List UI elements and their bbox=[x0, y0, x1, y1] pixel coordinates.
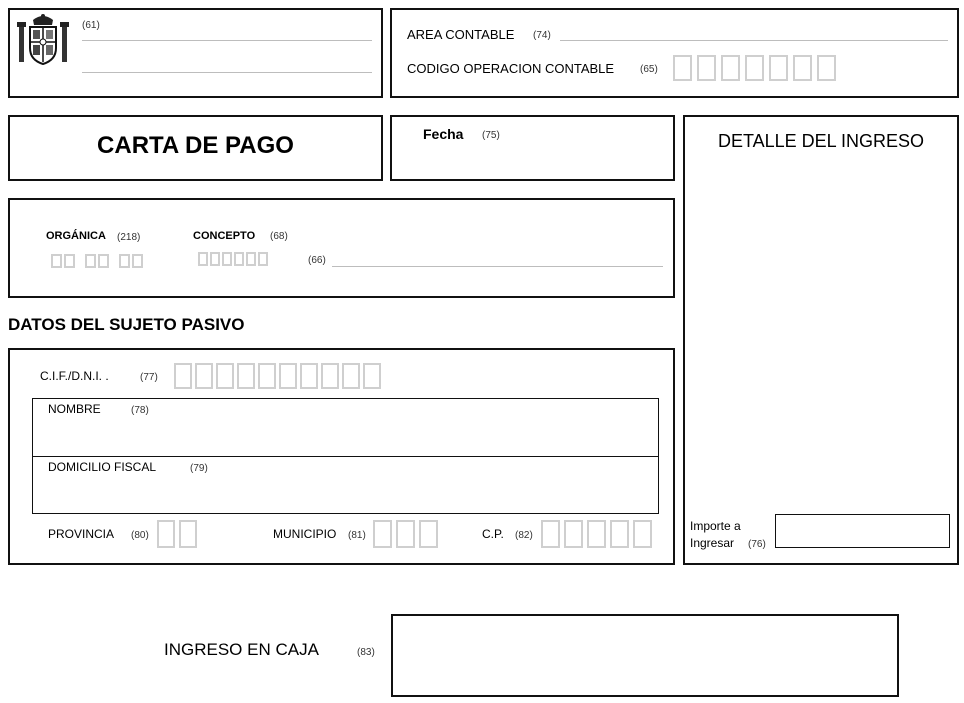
nombre-label: NOMBRE bbox=[48, 402, 101, 416]
digit-cell[interactable] bbox=[817, 55, 836, 81]
field-61-line-2[interactable] bbox=[82, 72, 372, 73]
digit-cell[interactable] bbox=[234, 252, 244, 266]
area-contable-line[interactable] bbox=[560, 40, 948, 41]
digit-cell[interactable] bbox=[396, 520, 415, 548]
field-61-line-1[interactable] bbox=[82, 40, 372, 41]
nombre-ref: (78) bbox=[131, 405, 149, 416]
codigo-operacion-ref: (65) bbox=[640, 64, 658, 75]
digit-cell[interactable] bbox=[342, 363, 360, 389]
domicilio-ref: (79) bbox=[190, 463, 208, 474]
descripcion-ref: (66) bbox=[308, 255, 326, 266]
digit-cell[interactable] bbox=[51, 254, 62, 268]
digit-cell[interactable] bbox=[98, 254, 109, 268]
organica-ref: (218) bbox=[117, 232, 141, 243]
cif-cells[interactable] bbox=[174, 363, 384, 389]
digit-cell[interactable] bbox=[85, 254, 96, 268]
digit-cell[interactable] bbox=[673, 55, 692, 81]
digit-cell[interactable] bbox=[610, 520, 629, 548]
concepto-cells[interactable] bbox=[198, 252, 270, 266]
codigo-operacion-cells[interactable] bbox=[673, 55, 841, 81]
digit-cell[interactable] bbox=[363, 363, 381, 389]
digit-cell[interactable] bbox=[237, 363, 255, 389]
importe-input[interactable] bbox=[775, 514, 950, 548]
digit-cell[interactable] bbox=[279, 363, 297, 389]
organica-cells[interactable] bbox=[51, 254, 145, 268]
provincia-ref: (80) bbox=[131, 530, 149, 541]
digit-cell[interactable] bbox=[419, 520, 438, 548]
area-contable-label: AREA CONTABLE bbox=[407, 27, 515, 42]
domicilio-label: DOMICILIO FISCAL bbox=[48, 460, 157, 474]
cif-label: C.I.F./D.N.I. . bbox=[40, 369, 109, 383]
digit-cell[interactable] bbox=[745, 55, 764, 81]
digit-cell[interactable] bbox=[564, 520, 583, 548]
concepto-label: CONCEPTO bbox=[193, 230, 256, 242]
sujeto-section-title: DATOS DEL SUJETO PASIVO bbox=[8, 315, 245, 334]
digit-cell[interactable] bbox=[587, 520, 606, 548]
fecha-ref: (75) bbox=[482, 130, 500, 141]
digit-cell[interactable] bbox=[216, 363, 234, 389]
cp-cells[interactable] bbox=[541, 520, 657, 548]
digit-cell[interactable] bbox=[373, 520, 392, 548]
detalle-ingreso-title: DETALLE DEL INGRESO bbox=[717, 131, 925, 151]
municipio-cells[interactable] bbox=[373, 520, 443, 548]
digit-cell[interactable] bbox=[132, 254, 143, 268]
ingreso-caja-label: INGRESO EN CAJA bbox=[164, 640, 319, 659]
digit-cell[interactable] bbox=[721, 55, 740, 81]
importe-label-line1: Importe a bbox=[690, 519, 741, 533]
digit-cell[interactable] bbox=[64, 254, 75, 268]
provincia-label: PROVINCIA bbox=[48, 527, 115, 541]
digit-cell[interactable] bbox=[179, 520, 197, 548]
municipio-label: MUNICIPIO bbox=[273, 527, 337, 541]
provincia-cells[interactable] bbox=[157, 520, 202, 548]
ingreso-caja-box[interactable] bbox=[391, 614, 899, 697]
digit-cell[interactable] bbox=[321, 363, 339, 389]
organica-box bbox=[8, 198, 675, 298]
digit-cell[interactable] bbox=[198, 252, 208, 266]
digit-cell[interactable] bbox=[258, 363, 276, 389]
digit-cell[interactable] bbox=[300, 363, 318, 389]
cif-ref: (77) bbox=[140, 372, 158, 383]
cp-label: C.P. bbox=[482, 527, 504, 541]
area-contable-box bbox=[390, 8, 959, 98]
nombre-field[interactable] bbox=[32, 398, 659, 457]
cp-ref: (82) bbox=[515, 530, 533, 541]
digit-cell[interactable] bbox=[633, 520, 652, 548]
organica-label: ORGÁNICA bbox=[46, 230, 106, 242]
digit-cell[interactable] bbox=[246, 252, 256, 266]
digit-cell[interactable] bbox=[793, 55, 812, 81]
fecha-label: Fecha bbox=[423, 126, 464, 142]
digit-cell[interactable] bbox=[697, 55, 716, 81]
fecha-box[interactable] bbox=[390, 115, 675, 181]
digit-cell[interactable] bbox=[195, 363, 213, 389]
detalle-ingreso-box bbox=[683, 115, 959, 565]
municipio-ref: (81) bbox=[348, 530, 366, 541]
digit-cell[interactable] bbox=[210, 252, 220, 266]
page-title: CARTA DE PAGO bbox=[97, 132, 294, 159]
digit-cell[interactable] bbox=[157, 520, 175, 548]
digit-cell[interactable] bbox=[541, 520, 560, 548]
digit-cell[interactable] bbox=[174, 363, 192, 389]
digit-cell[interactable] bbox=[258, 252, 268, 266]
area-contable-ref: (74) bbox=[533, 30, 551, 41]
coat-of-arms-icon bbox=[16, 12, 70, 68]
field-61-ref: (61) bbox=[82, 20, 100, 31]
descripcion-line[interactable] bbox=[332, 266, 663, 267]
digit-cell[interactable] bbox=[119, 254, 130, 268]
importe-ref: (76) bbox=[748, 539, 766, 550]
codigo-operacion-label: CODIGO OPERACION CONTABLE bbox=[407, 61, 615, 76]
digit-cell[interactable] bbox=[769, 55, 788, 81]
ingreso-caja-ref: (83) bbox=[357, 647, 375, 658]
digit-cell[interactable] bbox=[222, 252, 232, 266]
importe-label-line2: Ingresar bbox=[690, 536, 735, 550]
concepto-ref: (68) bbox=[270, 231, 288, 242]
